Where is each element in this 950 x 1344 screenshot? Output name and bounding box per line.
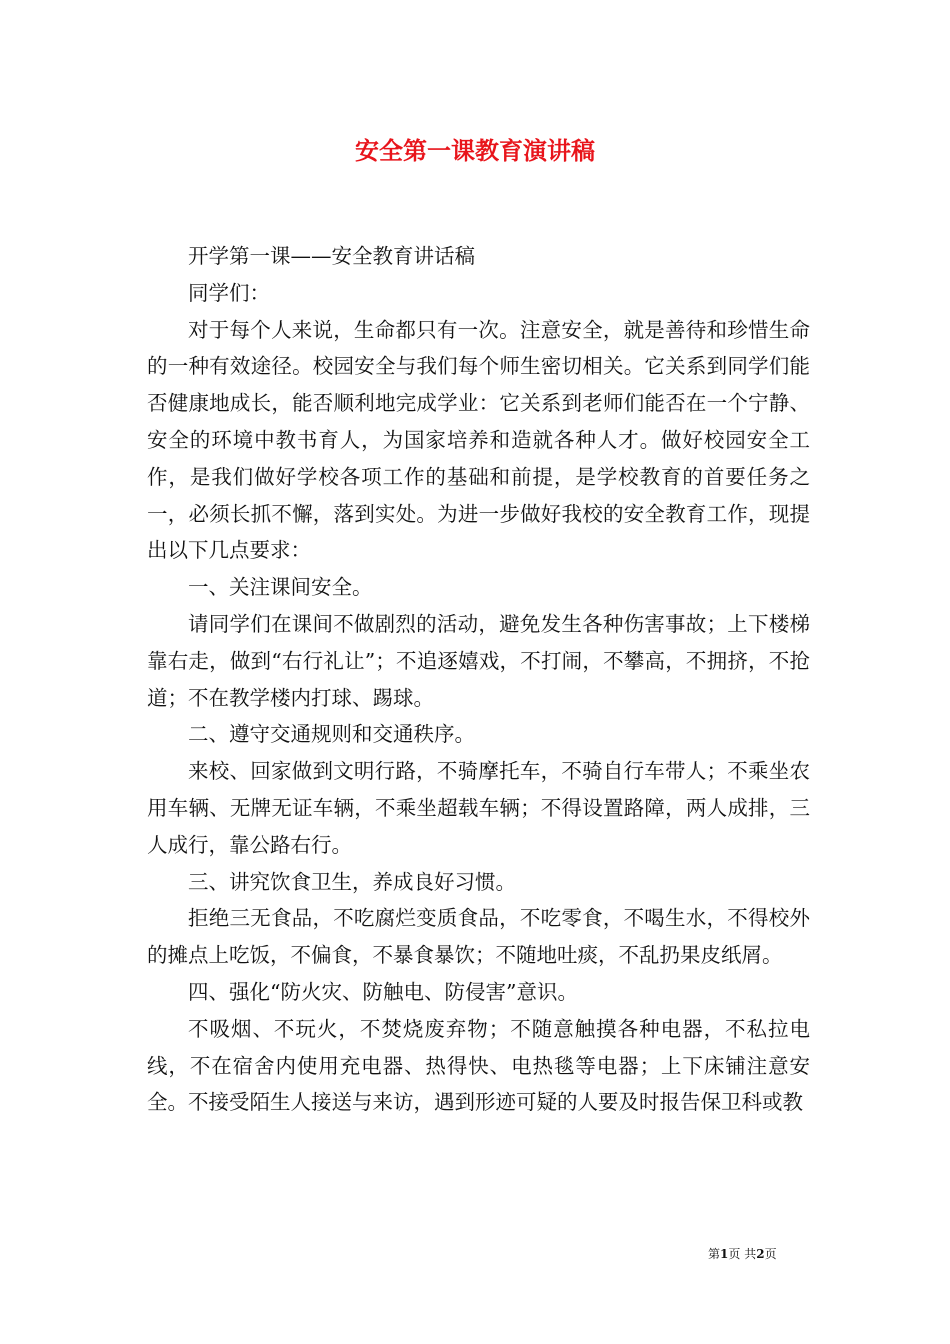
salutation: 同学们： [188,280,270,305]
total-page-number: 2 [756,1247,765,1261]
document-body [147,238,810,1121]
speech-subtitle: 开学第一课——安全教育讲话稿 [188,244,475,268]
section-body-1: 请同学们在课间不做剧烈的活动，避免发生各种伤害事故；上下楼梯靠右走，做到“右行礼让”；不追逐嬉戏，不打闹，不攀高，不拥挤，不抢道；不在教学楼内打球、踢球。 [147,611,810,710]
intro-paragraph: 对于每个人来说，生命都只有一次。注意安全，就是善待和珍惜生命的一种有效途径。校园安全与我们每个师生密切相关。它关系到同学们能否健康地成长，能否顺利地完成学业：它关系到老师们能否在一个宁静、安全的环境中教书育人，为国家培养和造就各种人才。做好校园安全工作，是我们做好学校各项工作的基础和前提，是学校教育的首要任务之一，必须长抓不懈，落到实处。为进一步做好我校的安全教育工作，现提出以下几点要求： [147,317,810,563]
section-heading-2: 二、遵守交通规则和交通秩序。 [188,722,475,747]
page-number-footer [708,1246,777,1262]
section-body-2: 来校、回家做到文明行路，不骑摩托车，不骑自行车带人；不乘坐农用车辆、无牌无证车辆，不乘坐超载车辆；不得设置路障，两人成排，三人成行，靠公路右行。 [147,759,810,857]
footer-prefix: 第 [708,1247,721,1261]
section-body-4: 不吸烟、不玩火，不焚烧废弃物；不随意触摸各种电器，不私拉电线，不在宿舍内使用充电器、热得快、电热毯等电器；上下床铺注意安全。不接受陌生人接送与来访，遇到形迹可疑的人要及时报告保卫科或教 [147,1016,810,1115]
page-title: 安全第一课教育演讲稿 [355,136,595,165]
footer-middle: 页 共 [728,1247,757,1261]
section-heading-1: 一、关注课间安全。 [188,575,373,600]
section-body-3: 拒绝三无食品，不吃腐烂变质食品，不吃零食，不喝生水，不得校外的摊点上吃饭，不偏食，不暴食暴饮；不随地吐痰，不乱扔果皮纸屑。 [147,906,810,968]
current-page-number: 1 [720,1247,729,1261]
section-heading-4: 四、强化“防火灾、防触电、防侵害”意识。 [188,979,578,1004]
section-heading-3: 三、讲究饮食卫生，养成良好习惯。 [188,869,516,894]
footer-suffix: 页 [764,1247,777,1261]
